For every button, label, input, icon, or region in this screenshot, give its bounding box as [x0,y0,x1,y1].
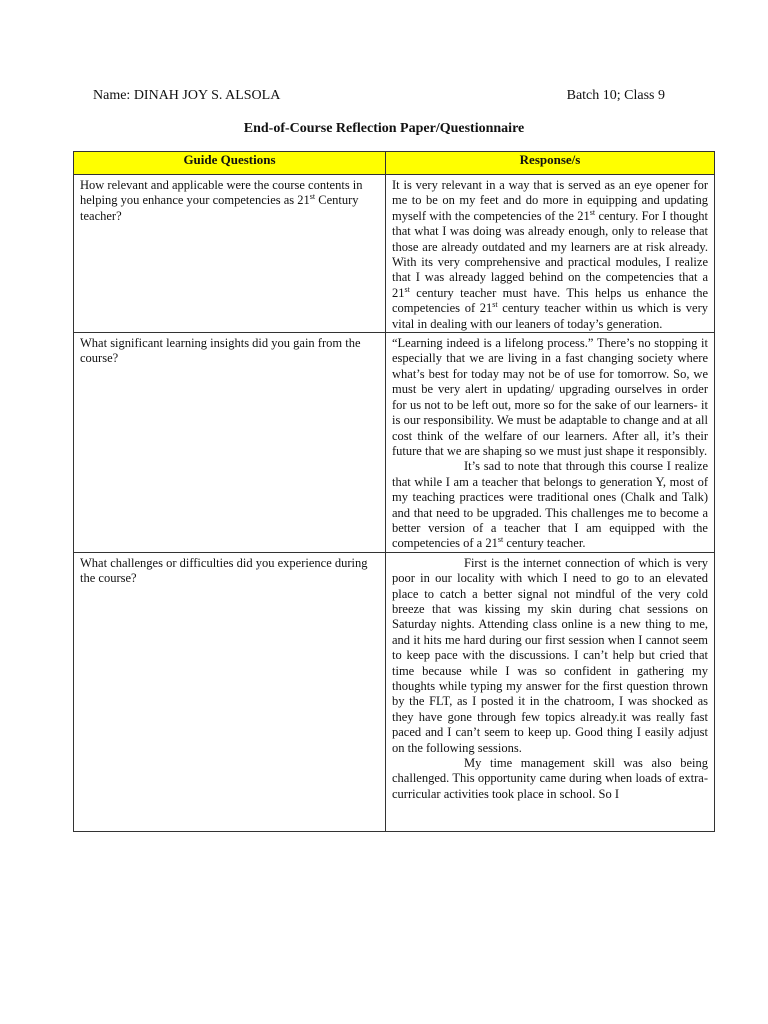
response-cell [386,175,715,333]
header-guide-questions: Guide Questions [74,152,386,175]
header-responses: Response/s [386,152,715,175]
question-cell [74,175,386,333]
response-paragraph: It’s sad to note that through this course I realize that while I am a teacher that belongs to generation Y, most of my teaching practices were traditional ones (Chalk and Talk) and that need to be upgraded. This challenges me to become a better version of a teacher that I am equipped with the competencies of a 21st century teacher. [392,459,708,551]
table-header-row [74,152,715,175]
response-paragraph: “Learning indeed is a lifelong process.” There’s no stopping it especially that we are living in a fast changing society where what’s best for today may not be of use for tomorrow. So, we must be very alert in updating/ upgrading ourselves in order for us not to be left out, more so for the sake of our learners- it is our responsibility. We must be adaptable to change and at all cost think of the welfare of our learners. After all, it’s their future that we are shaping so we must just shape it responsibly. [392,336,708,458]
response-paragraph: It is very relevant in a way that is served as an eye opener for me to be on my feet and do more in equipping and updating myself with the competencies of the 21st century. For I thought that what I was doing was already enough, only to release that those are already outdated and my learners are at risk already. With its very comprehensive and practical modules, I realize that I was already lagged behind on the competencies that a 21st century teacher must have. This helps us enhance the competencies of 21st century teacher within us which is very vital in dealing with our leaners of today’s generation. [392,178,709,331]
question-cell [74,333,386,553]
question-text: What significant learning insights did you gain from the course? [80,336,361,366]
table-row [74,552,715,831]
response-paragraph: My time management skill was also being challenged. This opportunity came during when loads of extra-curricular activities took place in school. So I [392,756,708,801]
table-row [74,175,715,333]
student-name: Name: DINAH JOY S. ALSOLA [93,88,281,103]
reflection-table [73,151,715,832]
question-text: What challenges or difficulties did you experience during the course? [80,555,368,586]
response-cell [386,552,715,831]
table-row [74,333,715,553]
batch-class: Batch 10; Class 9 [566,88,665,103]
document-header [93,88,665,104]
question-text: How relevant and applicable were the course contents in helping you enhance your competencies as 21st Century teacher? [80,178,363,223]
question-cell [74,552,386,831]
response-cell [386,333,715,553]
response-paragraph: First is the internet connection of which is very poor in our locality with which I need to go to an elevated place to catch a better signal not mindful of the very cold breeze that was kissing my skin during chat sessions on Saturday nights. Attending class online is a new thing to me, and it hits me hard during our first session when I cannot seem to keep pace with the discussions. I can’t help but cried that time because while I was so confident in gathering my thoughts while typing my answer for the first question thrown by the FLT, as I posted it in the chatroom, I was shocked as they have gone through few topics already.it was really fast paced and I can’t seem to keep up. Good thing I easily adjust on the following sessions. [392,555,708,755]
document-title: End-of-Course Reflection Paper/Questionnaire [243,121,525,136]
